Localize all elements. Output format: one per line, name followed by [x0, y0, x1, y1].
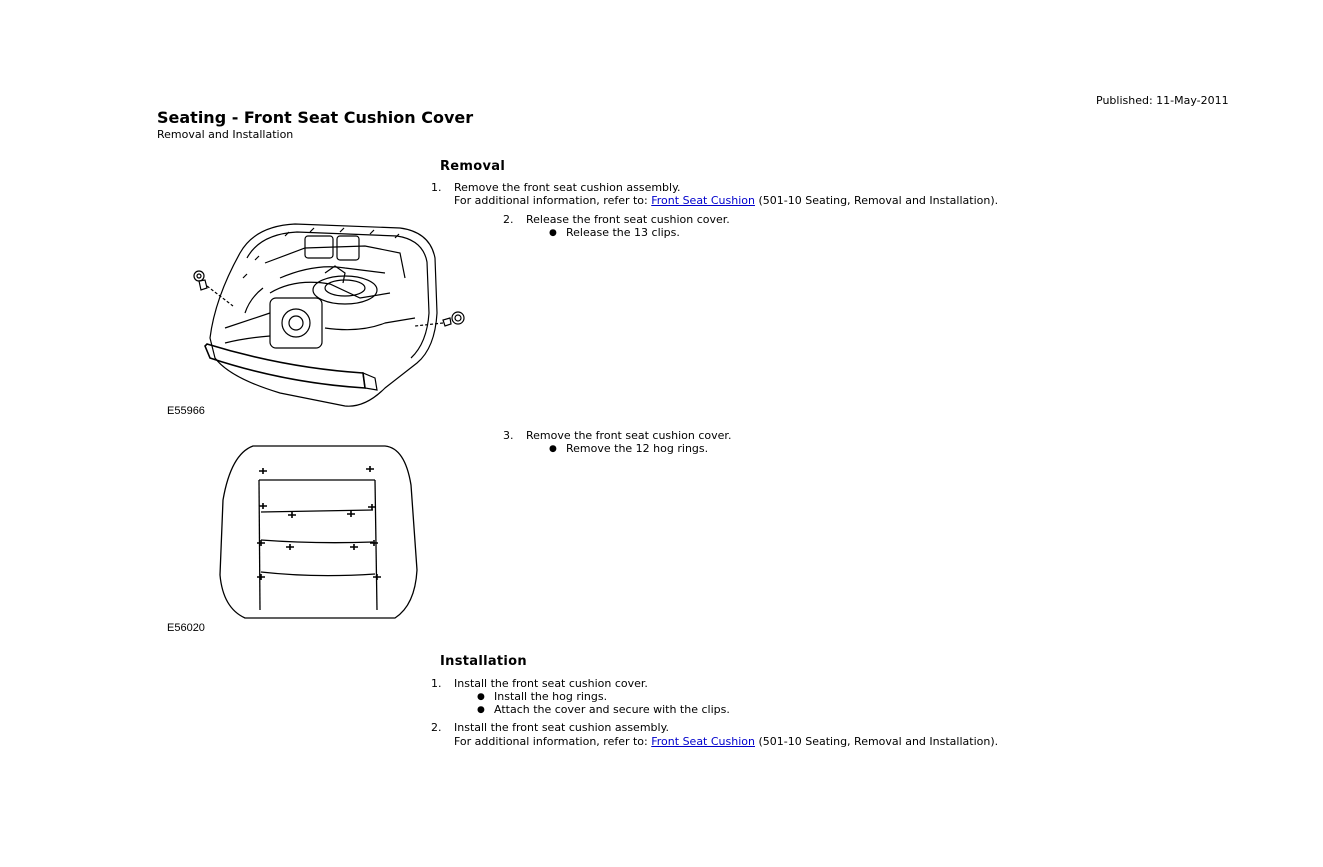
removal-step2-bullet: Release the 13 clips. [566, 226, 680, 239]
reference-prefix: For additional information, refer to: [454, 735, 648, 748]
seat-cushion-clips-illustration [185, 218, 475, 418]
removal-step1-reference [454, 194, 998, 207]
bullet-icon: ● [549, 444, 557, 454]
removal-step2-text: Release the front seat cushion cover. [526, 213, 730, 226]
front-seat-cushion-link[interactable]: Front Seat Cushion [651, 194, 755, 207]
removal-step1-number: 1. [431, 181, 442, 194]
reference-suffix: (501-10 Seating, Removal and Installation). [758, 194, 999, 207]
page-title: Seating - Front Seat Cushion Cover [157, 108, 474, 127]
page-subtitle: Removal and Installation [157, 128, 294, 141]
removal-heading: Removal [440, 159, 506, 174]
installation-step2-number: 2. [431, 721, 442, 734]
published-date: Published: 11-May-2011 [1096, 94, 1229, 107]
installation-step1-bullet1: Install the hog rings. [494, 690, 608, 703]
reference-prefix: For additional information, refer to: [454, 194, 648, 207]
removal-step3-number: 3. [503, 429, 514, 442]
removal-step2-number: 2. [503, 213, 514, 226]
bullet-icon: ● [549, 228, 557, 238]
removal-step1-text: Remove the front seat cushion assembly. [454, 181, 681, 194]
bullet-icon: ● [477, 692, 485, 702]
figure1-id: E55966 [167, 405, 205, 417]
removal-step3-text: Remove the front seat cushion cover. [526, 429, 732, 442]
removal-step3-bullet: Remove the 12 hog rings. [566, 442, 709, 455]
figure2-id: E56020 [167, 622, 205, 634]
cushion-cover-hog-rings-illustration [215, 440, 425, 625]
installation-heading: Installation [440, 654, 527, 669]
installation-step1-number: 1. [431, 677, 442, 690]
bullet-icon: ● [477, 705, 485, 715]
installation-step2-reference [454, 735, 998, 748]
installation-step1-text: Install the front seat cushion cover. [454, 677, 648, 690]
front-seat-cushion-link[interactable]: Front Seat Cushion [651, 735, 755, 748]
installation-step1-bullet2: Attach the cover and secure with the clips. [494, 703, 730, 716]
installation-step2-text: Install the front seat cushion assembly. [454, 721, 670, 734]
reference-suffix: (501-10 Seating, Removal and Installation). [758, 735, 999, 748]
